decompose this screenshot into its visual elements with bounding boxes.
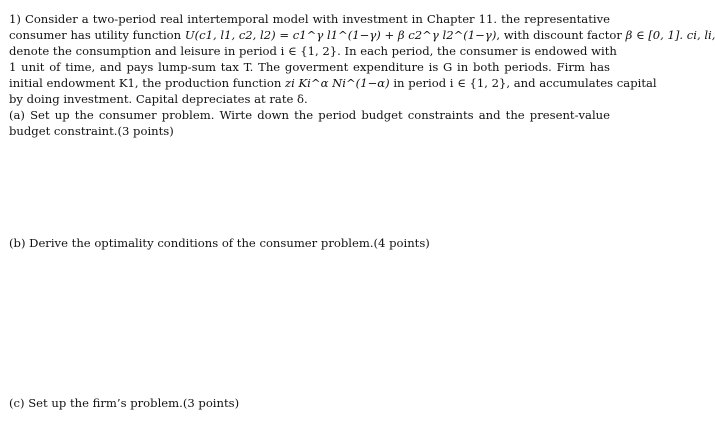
part-b: (b) Derive the optimality conditions of the consumer problem.(4 points) [9, 236, 430, 250]
part-a-line-1: (a) Set up the consumer problem. Wirte down the period budget constraints and the present-value [9, 108, 610, 122]
consumption-leisure-vars: ci, li, [686, 28, 715, 42]
intro-line-2-lead: consumer has utility function [9, 28, 182, 42]
intro-line-5-lead: initial endowment K1, the production function [9, 76, 282, 90]
intro-line-2 [9, 27, 715, 43]
intro-line-5-tail: in period i ∈ {1, 2}, and accumulates capital [393, 76, 657, 90]
discount-factor-range: β ∈ [0, 1]. [625, 28, 684, 42]
part-c: (c) Set up the firm’s problem.(3 points) [9, 396, 240, 410]
production-function: zi Ki^α Ni^(1−α) [285, 76, 390, 90]
part-a-line-2: budget constraint.(3 points) [9, 124, 174, 138]
intro-line-5 [9, 75, 657, 91]
intro-line-4: 1 unit of time, and pays lump-sum tax T. The goverment expenditure is G in both periods. Firm has [9, 60, 610, 74]
intro-line-6: by doing investment. Capital depreciates at rate δ. [9, 92, 308, 106]
intro-line-3: denote the consumption and leisure in period i ∈ {1, 2}. In each period, the consumer is endowed with [9, 44, 617, 58]
intro-line-1: 1) Consider a two-period real intertemporal model with investment in Chapter 11. the representative [9, 12, 610, 26]
utility-function: U(c1, l1, c2, l2) = c1^γ l1^(1−γ) + β c2^γ l2^(1−γ) [184, 28, 497, 42]
intro-line-2-mid: , with discount factor [496, 28, 622, 42]
